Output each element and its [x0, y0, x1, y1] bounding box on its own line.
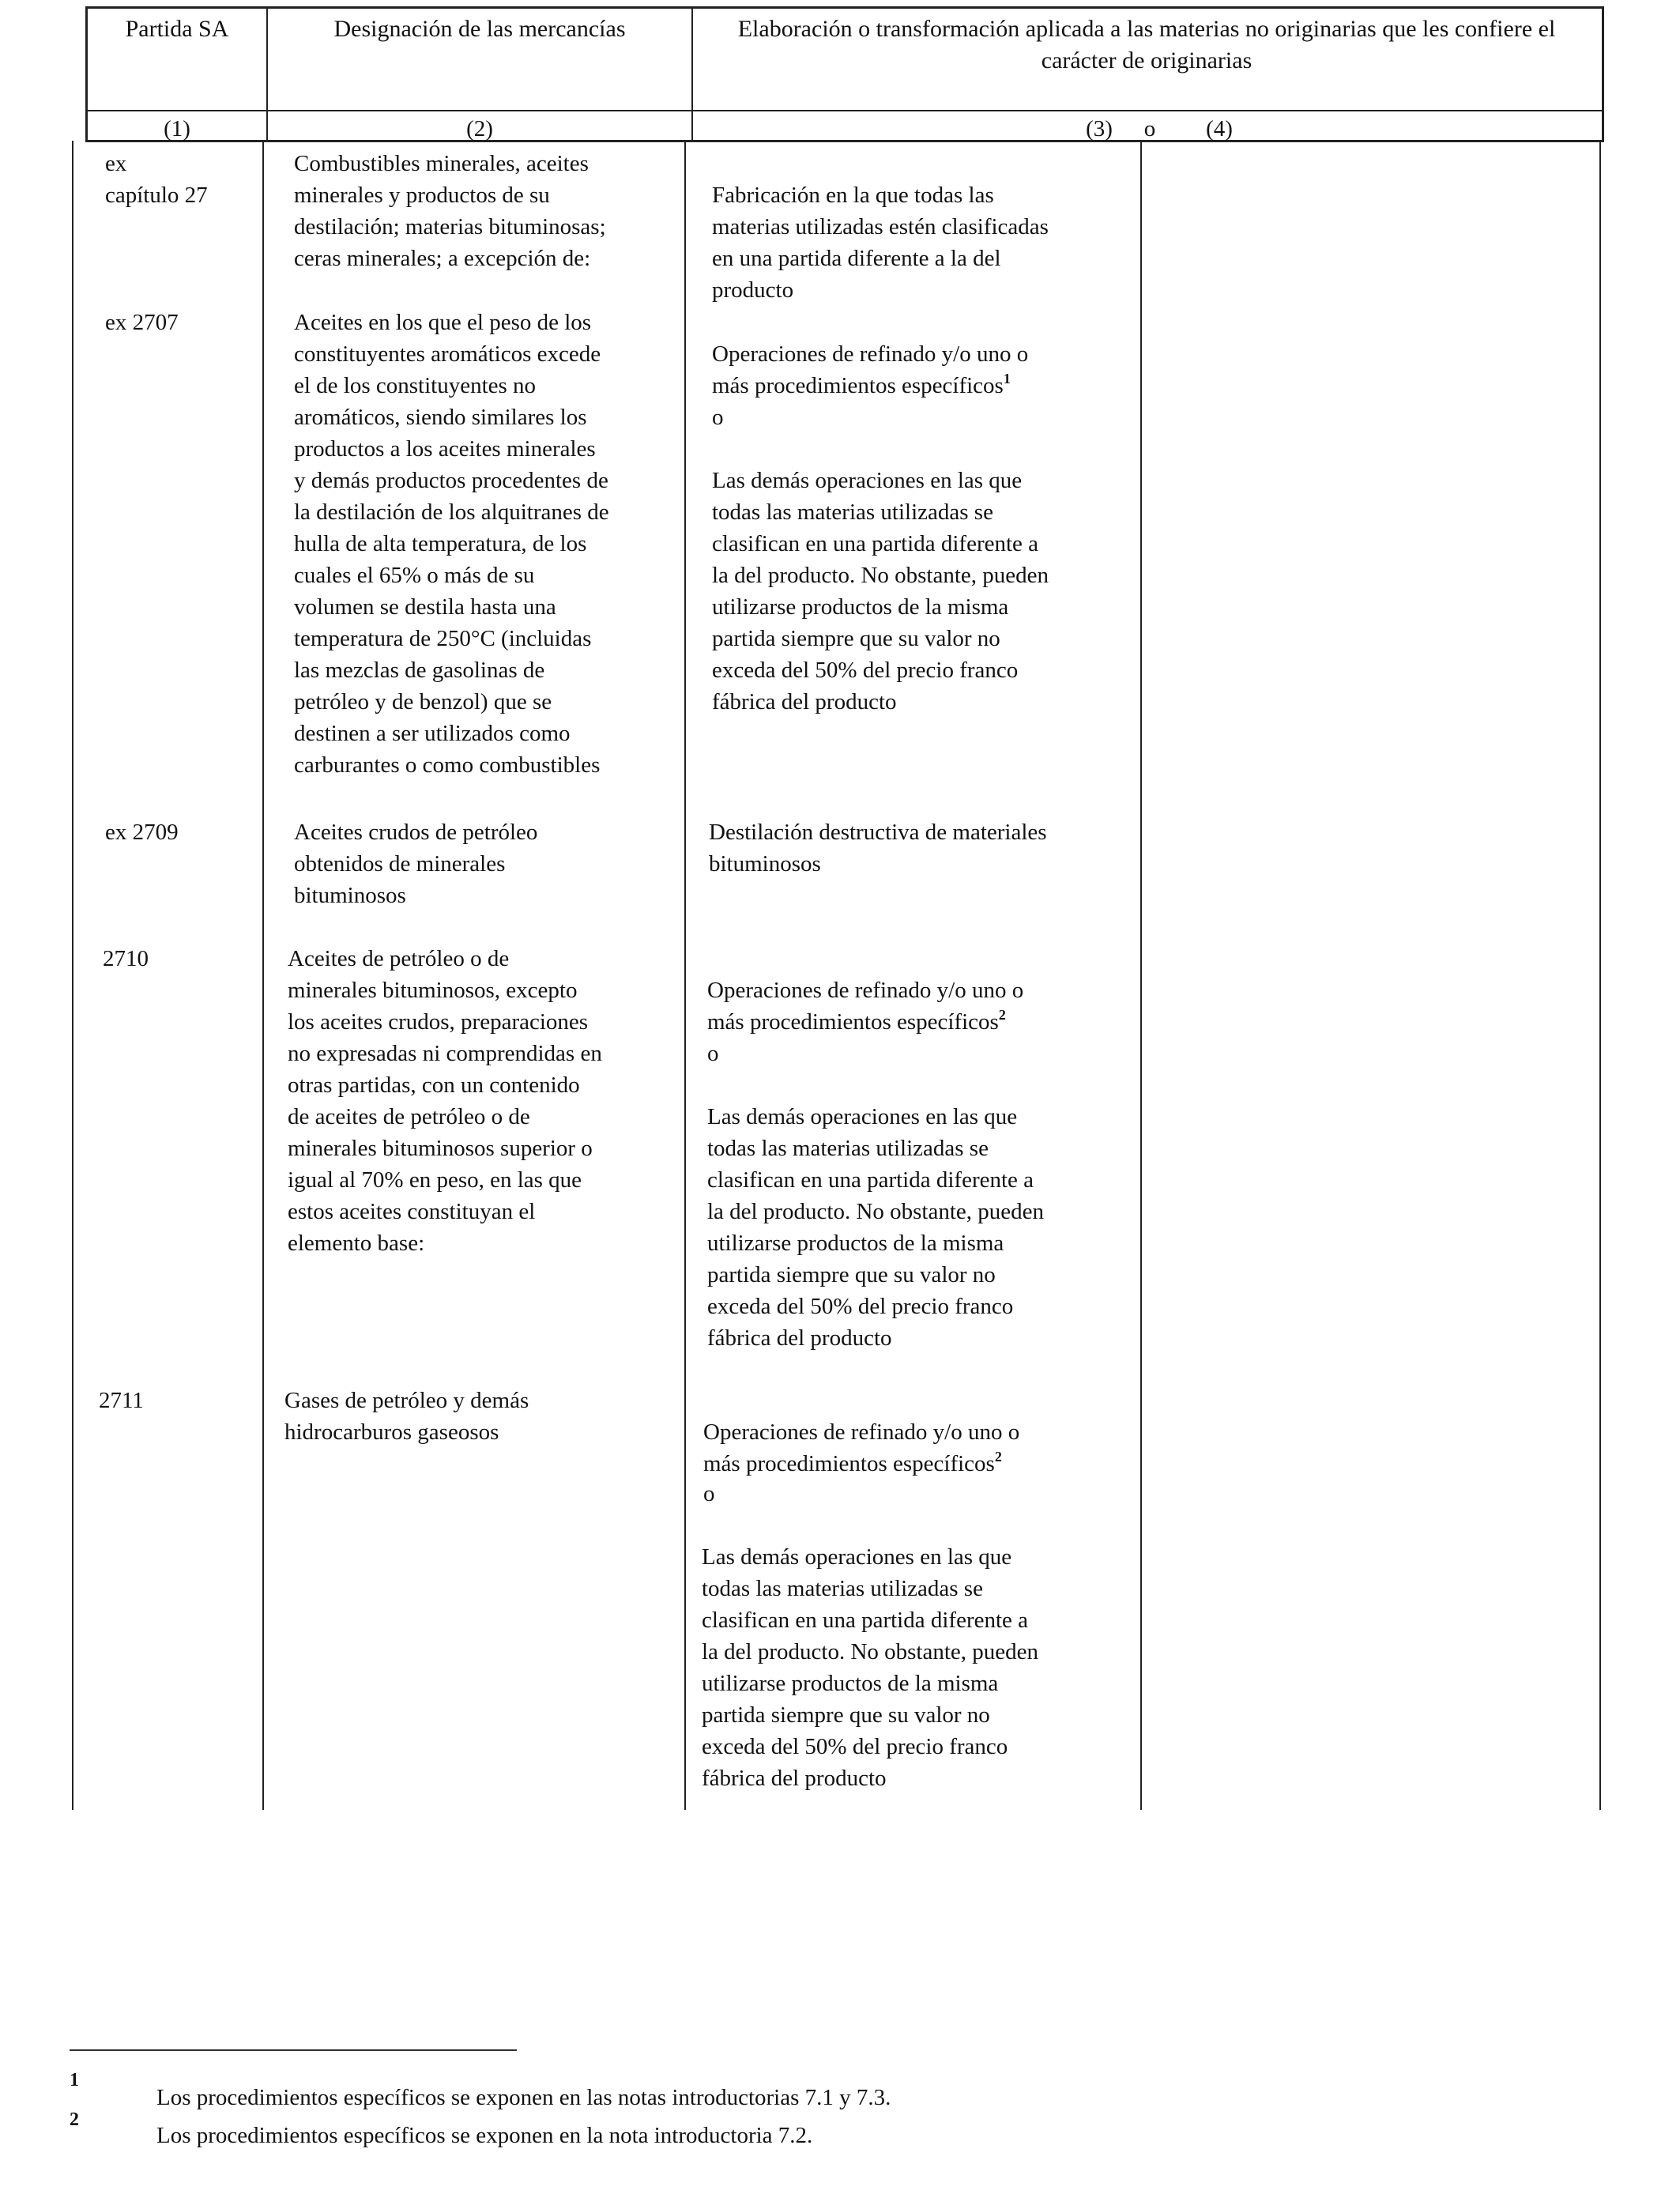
body-rule-3: [684, 141, 686, 1810]
body-rule-left: [72, 141, 73, 1810]
col2-title: Designación de las mercancías: [333, 16, 626, 42]
row-description: Aceites de petróleo o de minerales bituminosos, excepto los aceites crudos, preparaciones no expresadas ni comprendidas en otras partidas, con un contenido de aceites de petróleo o de minerales bituminosos superior o igual al 70% en peso, en las que estos aceites constituyan el elemento base:: [288, 946, 602, 1256]
table-header: [85, 6, 1604, 142]
footnote-rule: [70, 2049, 517, 2051]
body-rule-4: [1140, 141, 1142, 1810]
col2-number: (2): [466, 116, 493, 141]
footnote-number: 1: [70, 2070, 79, 2090]
footnote-text: Los procedimientos específicos se exponen en la nota introductoria 7.2.: [156, 2123, 813, 2148]
row-process: [712, 148, 1049, 306]
footnote-number: 2: [70, 2109, 79, 2130]
row-process: [703, 1385, 1019, 1480]
row-description: Aceites en los que el peso de los constituyentes aromáticos excede el de los constituyentes no aromáticos, siendo similares los productos a los aceites minerales y demás productos procedentes de la destilación de los alquitranes de hulla de alta temperatura, de los cuales el 65% o más de su volumen se destila hasta una temperatura de 250°C (incluidas las mezclas de gasolinas de petróleo y de benzol) que se destinen a ser utilizados como carburantes o como combustibles: [294, 310, 609, 778]
or-separator: o: [712, 405, 724, 430]
row-process-alt: Las demás operaciones en las que todas las materias utilizadas se clasifican en una partida diferente a la del producto. No obstante, pueden utilizarse productos de la misma partida siempre que su valor no exceda del 50% del precio franco fábrica del producto: [712, 468, 1049, 714]
process-text: Fabricación en la que todas las materias utilizadas estén clasificadas en una partida diferente a la del producto: [712, 183, 1049, 303]
footnote-text: Los procedimientos específicos se exponen en las notas introductorias 7.1 y 7.3.: [156, 2085, 891, 2110]
row-process-alt: Las demás operaciones en las que todas las materias utilizadas se clasifican en una partida diferente a la del producto. No obstante, pueden utilizarse productos de la misma partida siempre que su valor no exceda del 50% del precio franco fábrica del producto: [707, 1104, 1045, 1351]
or-separator: o: [703, 1481, 715, 1506]
row-code: ex 2709: [105, 820, 179, 845]
row-description: Aceites crudos de petróleo obtenidos de minerales bituminosos: [294, 820, 538, 908]
row-code: 2710: [103, 946, 149, 971]
row-process: [707, 943, 1023, 1038]
row-process: Destilación destructiva de materiales bituminosos: [709, 820, 1047, 876]
or-separator: o: [707, 1041, 719, 1066]
row-code: 2711: [99, 1388, 144, 1413]
row-description: Combustibles minerales, aceites minerales y productos de su destilación; materias bituminosas; ceras minerales; a excepción de:: [294, 151, 606, 271]
col1-number: (1): [164, 116, 190, 141]
process-text: Operaciones de refinado y/o uno o más procedimientos específicos: [707, 978, 1024, 1035]
footnote-ref: 2: [998, 1007, 1006, 1023]
body-rule-2: [262, 141, 264, 1810]
row-code: ex capítulo 27: [105, 151, 208, 208]
row-description: Gases de petróleo y demás hidrocarburos gaseosos: [284, 1388, 529, 1445]
col4-number: (4): [1206, 116, 1233, 141]
process-text: Operaciones de refinado y/o uno o más procedimientos específicos: [712, 341, 1029, 398]
footnote-ref: 2: [994, 1449, 1002, 1465]
row-code: ex 2707: [105, 310, 179, 335]
col3-number: (3): [1086, 116, 1113, 141]
process-text: Operaciones de refinado y/o uno o más procedimientos específicos: [703, 1419, 1020, 1476]
row-process: [712, 307, 1028, 401]
footnote-ref: 1: [1003, 371, 1011, 386]
header-divider-2: [691, 9, 693, 140]
body-rule-right: [1599, 141, 1601, 1810]
col3-title: Elaboración o transformación aplicada a las materias no originarias que les confiere el carácter de originarias: [737, 16, 1556, 74]
row-process-alt: Las demás operaciones en las que todas las materias utilizadas se clasifican en una partida diferente a la del producto. No obstante, pueden utilizarse productos de la misma partida siempre que su valor no exceda del 50% del precio franco fábrica del producto: [702, 1544, 1039, 1791]
header-rule: [88, 110, 1602, 111]
col-or-label: o: [1143, 116, 1156, 141]
col1-title: Partida SA: [125, 16, 229, 42]
